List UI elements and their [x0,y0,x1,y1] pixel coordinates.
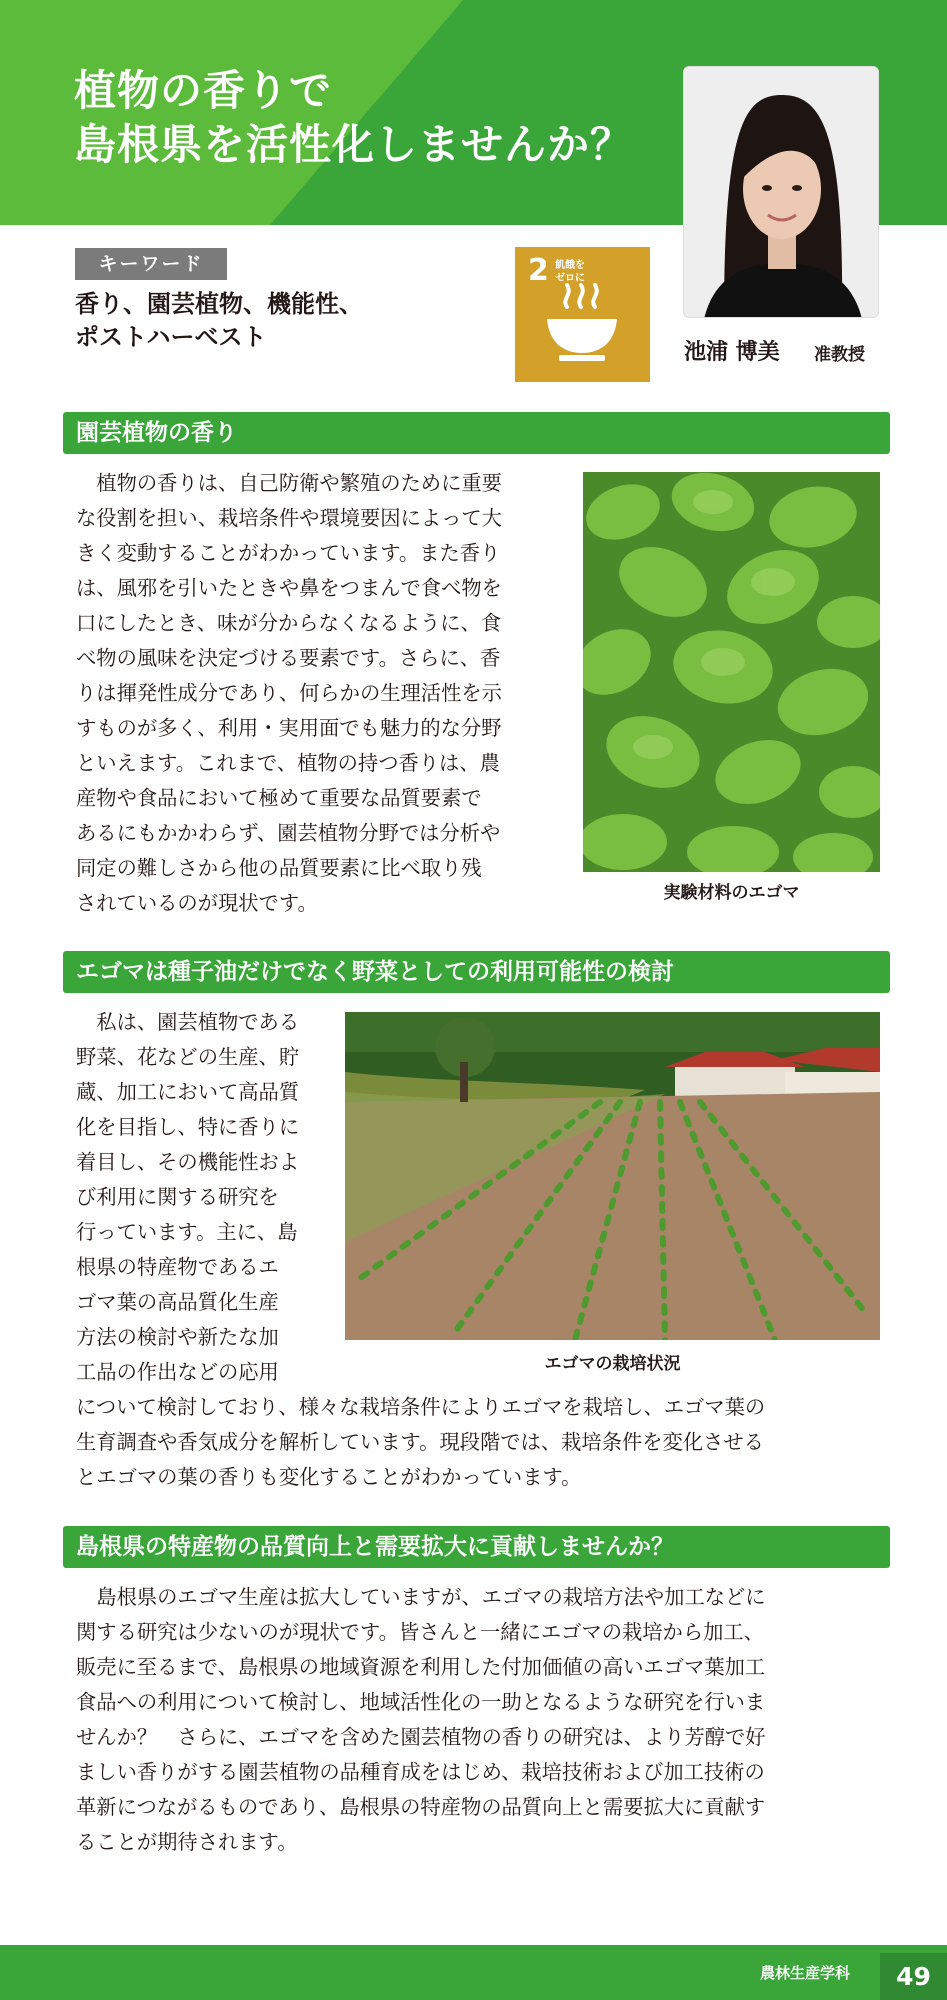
text-line: べ物の風味を決定づける要素です。さらに、香 [76,646,501,670]
text-line: すものが多く、利用・実用面でも魅力的な分野 [76,716,502,740]
text-line: せんか？ さらに、エゴマを含めた園芸植物の香りの研究は、より芳醇で好 [76,1725,766,1749]
text-line: な役割を担い、栽培条件や環境要因によって大 [76,506,502,530]
text-line: について検討しており、様々な栽培条件によりエゴマを栽培し、エゴマ葉の [76,1395,766,1419]
text-line: 化を目指し、特に香りに [76,1115,300,1139]
sdg-goal2-badge [515,247,650,382]
page-title-line1: 植物の香りで [74,66,333,115]
text-line: 私は、園芸植物である [76,1010,300,1034]
sdg-label: 飢餓を ゼロに [555,260,585,284]
text-line: 食品への利用について検討し、地域活性化の一助となるような研究を行いま [76,1690,766,1714]
section1-body [76,466,566,921]
text-line: 生育調査や香気成分を解析しています。現段階では、栽培条件を変化させる [76,1430,764,1454]
section-heading-egoma: エゴマは種子油だけでなく野菜としての利用可能性の検討 [63,951,890,993]
text-line: 方法の検討や新たな加 [76,1325,279,1349]
keyword-list [75,288,363,354]
text-line: されているのが現状です。 [76,891,318,915]
section3-body [76,1580,896,1860]
text-line: あるにもかかわらず、園芸植物分野では分析や [76,821,501,845]
photo-caption-field: エゴマの栽培状況 [544,1354,681,1374]
text-line: りは揮発性成分であり、何らかの生理活性を示 [76,681,502,705]
text-line: 同定の難しさから他の品質要素に比べ取り残 [76,856,482,880]
bowl-icon [515,247,650,382]
keyword-label: キーワード [75,248,227,280]
text-line: 蔵、加工において高品質 [76,1080,300,1104]
field-illustration [345,1012,880,1340]
footer-department: 農林生産学科 [760,1964,851,1982]
keyword-line: 香り、園芸植物、機能性、 [75,290,363,318]
section-heading-aroma: 園芸植物の香り [63,412,890,454]
text-line: 着目し、その機能性およ [76,1150,300,1174]
text-line: は、風邪を引いたときや鼻をつまんで食べ物を [76,576,502,600]
section2-body-wide [76,1390,896,1495]
text-line: び利用に関する研究を [76,1185,279,1209]
photo-caption-egoma: 実験材料のエゴマ [663,883,800,903]
portrait-illustration [684,67,879,318]
text-line: ゴマ葉の高品質化生産 [76,1290,279,1314]
footer-bar [0,1945,947,2000]
text-line: 販売に至るまで、島根県の地域資源を利用した付加価値の高いエゴマ葉加工 [76,1655,766,1679]
keyword-line: ポストハーベスト [75,323,267,351]
text-line: 行っています。主に、島 [76,1220,298,1244]
text-line: ることが期待されます。 [76,1830,298,1854]
text-line: きく変動することがわかっています。また香り [76,541,501,565]
page-number: 49 [880,1953,947,2000]
text-line: とエゴマの葉の香りも変化することがわかっています。 [76,1465,582,1489]
text-line: 口にしたとき、味が分からなくなるように、食 [76,611,502,635]
author-rank: 准教授 [814,345,865,365]
egoma-leaves-illustration [583,472,880,872]
page-title-line2: 島根県を活性化しませんか？ [74,120,634,169]
author-portrait [683,66,879,318]
egoma-field-photo [345,1012,880,1340]
section2-body-narrow [76,1005,336,1390]
text-line: 工品の作出などの応用 [76,1360,279,1384]
text-line: 島根県のエゴマ生産は拡大していますが、エゴマの栽培方法や加工などに [76,1585,766,1609]
egoma-plant-photo [583,472,880,872]
section-heading-contribution: 島根県の特産物の品質向上と需要拡大に貢献しませんか？ [63,1526,890,1568]
text-line: 産物や食品において極めて重要な品質要素で [76,786,482,810]
sdg-number: 2 [528,253,549,288]
text-line: ましい香りがする園芸植物の品種育成をはじめ、栽培技術および加工技術の [76,1760,765,1784]
text-line: といえます。これまで、植物の持つ香りは、農 [76,751,500,775]
text-line: 関する研究は少ないのが現状です。皆さんと一緒にエゴマの栽培から加工、 [76,1620,764,1644]
text-line: 革新につながるものであり、島根県の特産物の品質向上と需要拡大に貢献す [76,1795,766,1819]
text-line: 根県の特産物であるエ [76,1255,279,1279]
text-line: 植物の香りは、自己防衛や繁殖のために重要 [76,471,502,495]
page-title [74,64,633,172]
author-name: 池浦 博美 [684,340,780,365]
text-line: 野菜、花などの生産、貯 [76,1045,300,1069]
